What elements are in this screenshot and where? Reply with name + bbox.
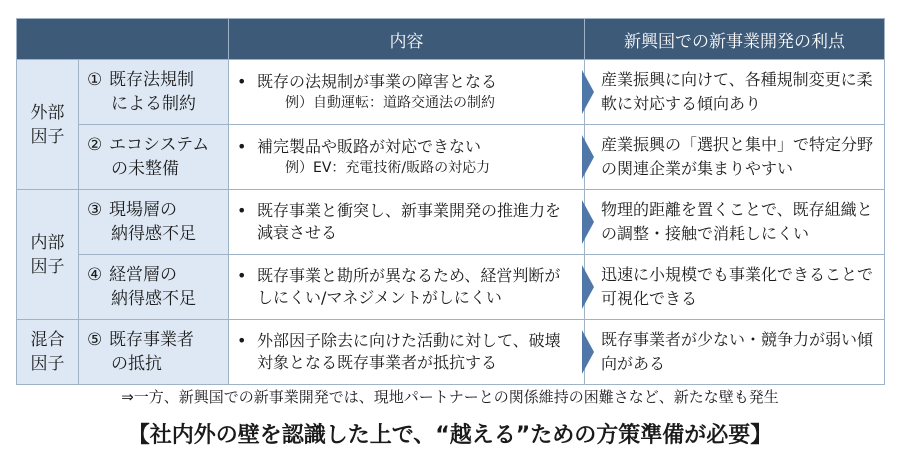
item-cell <box>79 125 229 190</box>
barrier-table <box>16 18 885 385</box>
group-label: 内部 因子 <box>30 232 65 277</box>
content-example: 例）自動運転：道路交通法の制約 <box>285 95 495 111</box>
arrow-right-icon <box>582 330 594 374</box>
header-blank-cell <box>17 19 229 60</box>
table-row <box>17 320 885 385</box>
content-text: 補完製品や販路が対応できない <box>257 137 482 156</box>
group-external <box>17 60 79 190</box>
content-text: 既存事業と衝突し、新事業開発の推進力を減衰させる <box>257 201 562 242</box>
header-benefit: 新興国での新事業開発の利点 <box>585 19 885 60</box>
item-title-line2: による制約 <box>111 94 196 114</box>
benefit-cell: 迅速に小規模でも事業化できることで可視化できる <box>585 255 885 320</box>
content-cell <box>229 125 585 190</box>
table-header-row <box>17 19 885 60</box>
footnote: ⇒一方、新興国での新事業開発では、現地パートナーとの関係維持の困難さなど、新たな壁も発生 <box>121 388 779 406</box>
item-title-line2: 納得感不足 <box>111 224 196 244</box>
bullet: • <box>237 266 247 285</box>
bullet: • <box>237 72 247 91</box>
group-internal <box>17 190 79 320</box>
arrow-right-icon <box>582 135 594 179</box>
item-title: 既存法規制 <box>109 70 194 90</box>
content-text: 既存の法規制が事業の障害となる <box>257 72 498 91</box>
header-content: 内容 <box>229 19 585 60</box>
content-text: 外部因子除去に向けた活動に対して、破壊対象となる既存事業者が抵抗する <box>257 331 561 372</box>
item-cell <box>79 60 229 125</box>
table-row <box>17 255 885 320</box>
group-label: 混合 因子 <box>30 330 65 374</box>
conclusion-text: 【社内外の壁を認識した上で、“越える”ための方策準備が必要】 <box>127 423 773 448</box>
item-number: ④ <box>87 265 103 285</box>
benefit-cell: 既存事業者が少ない・競争力が弱い傾向がある <box>585 320 885 385</box>
table-row <box>17 60 885 125</box>
content-text: 既存事業と勘所が異なるため、経営判断がしにくい/マネジメントがしにくい <box>257 266 561 307</box>
arrow-right-icon <box>582 265 594 309</box>
benefit-cell: 物理的距離を置くことで、既存組織との調整・接触で消耗しにくい <box>585 190 885 255</box>
content-cell <box>229 60 585 125</box>
content-cell <box>229 320 585 385</box>
item-title-line2: の未整備 <box>111 159 179 179</box>
item-title-line2: 納得感不足 <box>111 289 196 309</box>
item-cell <box>79 190 229 255</box>
group-label: 外部 因子 <box>30 102 65 147</box>
content-cell <box>229 255 585 320</box>
item-number: ① <box>87 70 103 90</box>
content-example: 例）EV：充電技術/販路の対応力 <box>285 160 491 176</box>
item-title-line2: の抵抗 <box>111 354 162 374</box>
arrow-right-icon <box>582 70 594 114</box>
item-cell <box>79 320 229 385</box>
table-row <box>17 125 885 190</box>
item-title: 既存事業者 <box>109 330 194 350</box>
item-title: 現場層の <box>109 200 177 220</box>
item-number: ③ <box>87 200 103 220</box>
content-cell <box>229 190 585 255</box>
item-number: ② <box>87 135 103 155</box>
group-mixed <box>17 320 79 385</box>
item-title: 経営層の <box>109 265 177 285</box>
bullet: • <box>237 201 247 220</box>
bullet: • <box>237 331 247 350</box>
bullet: • <box>237 137 247 156</box>
benefit-cell: 産業振興に向けて、各種規制変更に柔軟に対応する傾向あり <box>585 60 885 125</box>
item-title: エコシステム <box>109 135 210 155</box>
benefit-cell: 産業振興の「選択と集中」で特定分野の関連企業が集まりやすい <box>585 125 885 190</box>
arrow-right-icon <box>582 200 594 244</box>
item-cell <box>79 255 229 320</box>
item-number: ⑤ <box>87 330 103 350</box>
table-row <box>17 190 885 255</box>
